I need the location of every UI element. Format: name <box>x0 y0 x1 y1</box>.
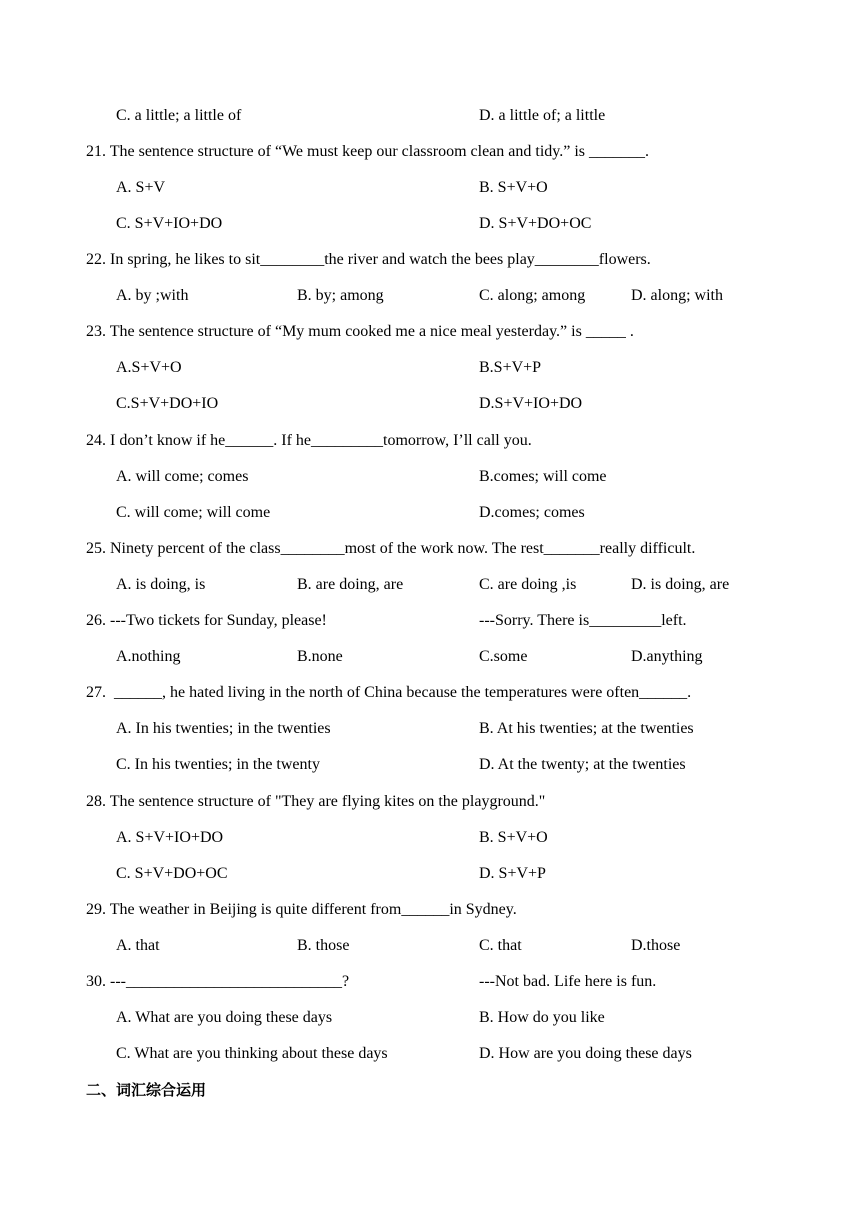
question-27: 27. ______, he hated living in the north of China because the temperatures were often______. <box>86 684 692 701</box>
question-22: 22. In spring, he likes to sit________the river and watch the bees play________flowers. <box>86 251 651 268</box>
option-b-q29: B. those <box>297 937 350 954</box>
option-d-q28: D. S+V+P <box>479 865 546 882</box>
option-b-q22: B. by; among <box>297 287 384 304</box>
question-26: 26. ---Two tickets for Sunday, please! <box>86 612 327 629</box>
option-a-q25: A. is doing, is <box>116 576 206 593</box>
option-c-q28: C. S+V+DO+OC <box>116 865 228 882</box>
section-heading: 二、词汇综合运用 <box>86 1081 207 1099</box>
option-a-q27: A. In his twenties; in the twenties <box>116 720 331 737</box>
option-d-q25: D. is doing, are <box>631 576 730 593</box>
option-a-q24: A. will come; comes <box>116 468 249 485</box>
option-b-q26: B.none <box>297 648 343 665</box>
question-21: 21. The sentence structure of “We must keep our classroom clean and tidy.” is _______. <box>86 143 649 160</box>
option-d-q26: D.anything <box>631 648 703 665</box>
option-d-q23: D.S+V+IO+DO <box>479 395 583 412</box>
option-b-q23: B.S+V+P <box>479 359 542 376</box>
option-d-q30: D. How are you doing these days <box>479 1045 692 1062</box>
option-c-q27: C. In his twenties; in the twenty <box>116 756 320 773</box>
option-b-q25: B. are doing, are <box>297 576 404 593</box>
option-d-q20: D. a little of; a little <box>479 107 606 124</box>
option-c-q23: C.S+V+DO+IO <box>116 395 219 412</box>
question-24: 24. I don’t know if he______. If he_________tomorrow, I’ll call you. <box>86 432 532 449</box>
option-d-q24: D.comes; comes <box>479 504 585 521</box>
option-a-q22: A. by ;with <box>116 287 189 304</box>
option-a-q29: A. that <box>116 937 160 954</box>
option-c-q22: C. along; among <box>479 287 586 304</box>
option-d-q22: D. along; with <box>631 287 723 304</box>
option-b-q27: B. At his twenties; at the twenties <box>479 720 694 737</box>
option-b-q24: B.comes; will come <box>479 468 607 485</box>
option-a-q23: A.S+V+O <box>116 359 182 376</box>
question-26-reply: ---Sorry. There is_________left. <box>479 612 687 629</box>
question-25: 25. Ninety percent of the class________most of the work now. The rest_______really difficult. <box>86 540 696 557</box>
question-23: 23. The sentence structure of “My mum cooked me a nice meal yesterday.” is _____ . <box>86 323 634 340</box>
option-d-q29: D.those <box>631 937 681 954</box>
question-29: 29. The weather in Beijing is quite different from______in Sydney. <box>86 901 517 918</box>
question-30-reply: ---Not bad. Life here is fun. <box>479 973 657 990</box>
option-a-q26: A.nothing <box>116 648 181 665</box>
option-c-q30: C. What are you thinking about these days <box>116 1045 388 1062</box>
option-a-q30: A. What are you doing these days <box>116 1009 333 1026</box>
option-c-q21: C. S+V+IO+DO <box>116 215 223 232</box>
option-a-q28: A. S+V+IO+DO <box>116 829 224 846</box>
option-a-q21: A. S+V <box>116 179 166 196</box>
option-b-q21: B. S+V+O <box>479 179 548 196</box>
question-30: 30. ---___________________________? <box>86 973 350 990</box>
option-c-q20: C. a little; a little of <box>116 107 242 124</box>
option-d-q21: D. S+V+DO+OC <box>479 215 592 232</box>
option-b-q28: B. S+V+O <box>479 829 548 846</box>
option-d-q27: D. At the twenty; at the twenties <box>479 756 686 773</box>
option-c-q24: C. will come; will come <box>116 504 271 521</box>
option-b-q30: B. How do you like <box>479 1009 605 1026</box>
option-c-q25: C. are doing ,is <box>479 576 577 593</box>
option-c-q26: C.some <box>479 648 528 665</box>
question-28: 28. The sentence structure of "They are flying kites on the playground." <box>86 793 546 810</box>
option-c-q29: C. that <box>479 937 522 954</box>
